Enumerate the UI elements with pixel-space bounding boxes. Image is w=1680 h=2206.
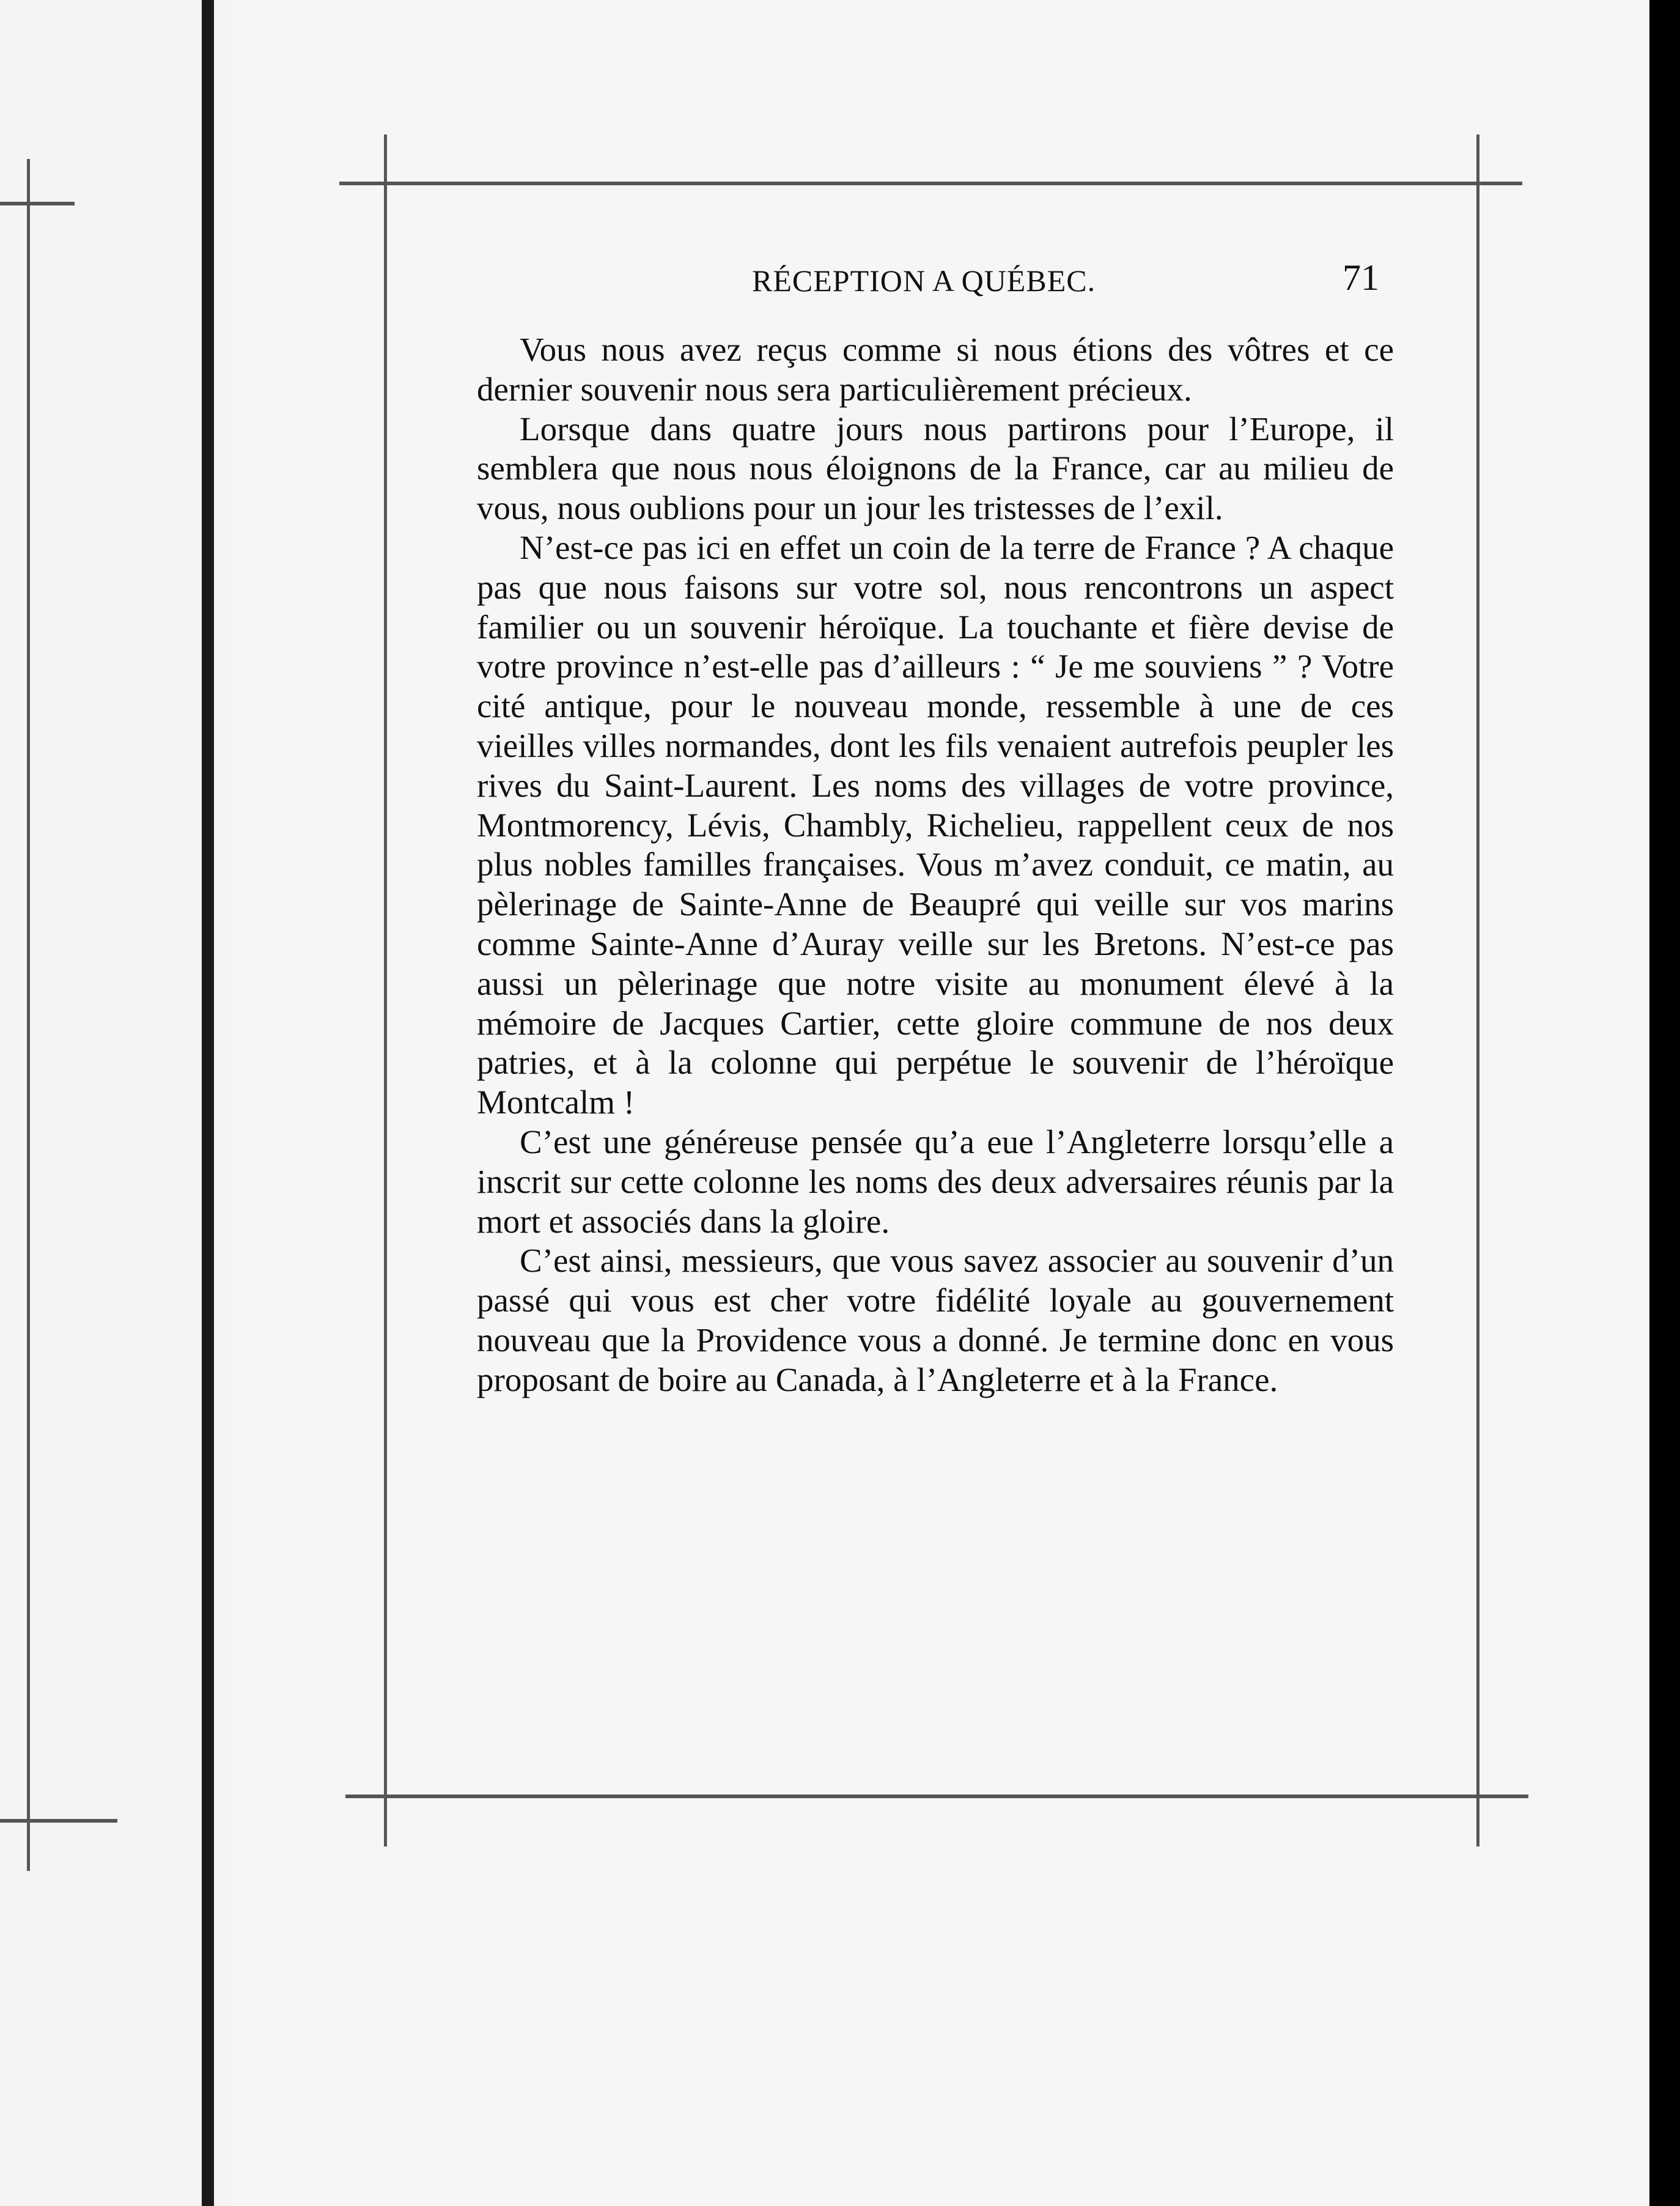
paragraph: Lorsque dans quatre jours nous partirons pour l’Europe, il semblera que nous nous éloignons de la France, car au milieu de vous, nous oublions pour un jour les tristesses de l’exil. [477, 410, 1394, 527]
body-text [477, 330, 1394, 1400]
top-border-rule [339, 182, 1522, 185]
left-border-rule [384, 135, 387, 1846]
right-border-rule [1476, 135, 1479, 1846]
bottom-border-rule [345, 1795, 1528, 1798]
running-header: RÉCEPTION A QUÉBEC. [752, 264, 1096, 298]
paragraph: C’est ainsi, messieurs, que vous savez associer au souvenir d’un passé qui vous est cher votre fidélité loyale au gouvernement nouveau que la Providence vous a donné. Je termine donc en vous proposant de boire au Canada, à l’Angleterre et à la France. [477, 1242, 1394, 1398]
facing-page-vertical-rule [27, 159, 30, 1871]
facing-page [0, 0, 231, 2206]
facing-page-top-rule [0, 202, 75, 205]
paragraph: Vous nous avez reçus comme si nous étions des vôtres et ce dernier souvenir nous sera particulièrement précieux. [477, 331, 1394, 408]
page-number: 71 [1343, 257, 1379, 298]
paragraph: C’est une généreuse pensée qu’a eue l’Angleterre lorsqu’elle a inscrit sur cette colonne les noms des deux adversaires réunis par la mort et associés dans la gloire. [477, 1123, 1394, 1240]
book-gutter [202, 0, 214, 2206]
paragraph: N’est-ce pas ici en effet un coin de la terre de France ? A chaque pas que nous faisons sur votre sol, nous rencontrons un aspect familier ou un souvenir héroïque. La touchante et fière devise de votre province n’est-elle pas d’ailleurs : “ Je me souviens ” ? Votre cité antique, pour le nouveau monde, ressemble à une de ces vieilles villes normandes, dont les fils venaient autrefois peupler les rives du Saint-Laurent. Les noms des villages de votre province, Montmorency, Lévis, Chambly, Richelieu, rappellent ceux de nos plus nobles familles françaises. Vous m’avez conduit, ce matin, au pèlerinage de Sainte-Anne de Beaupré qui veille sur vos marins comme Sainte-Anne d’Auray veille sur les Bretons. N’est-ce pas aussi un pèlerinage que notre visite au monument élevé à la mémoire de Jacques Cartier, cette gloire commune de nos deux patries, et à la colonne qui perpétue le souvenir de l’héroïque Montcalm ! [477, 528, 1394, 1121]
facing-page-bottom-rule [0, 1819, 117, 1823]
